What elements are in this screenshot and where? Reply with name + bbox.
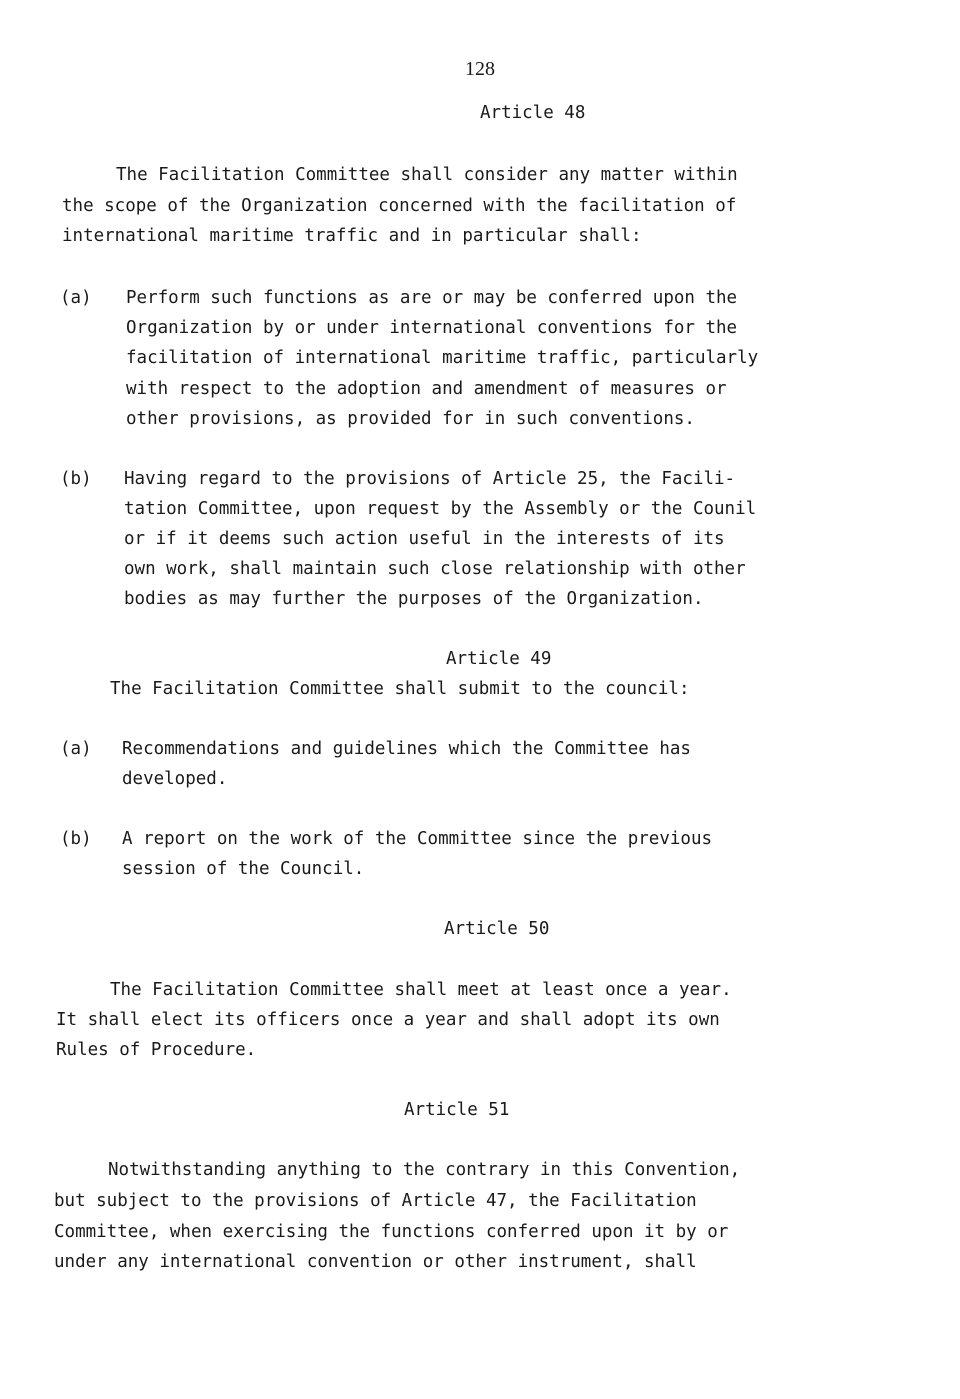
article-49-intro: The Facilitation Committee shall submit to the council: (110, 679, 690, 699)
text-line: the scope of the Organization concerned with the facilitation of (62, 196, 737, 216)
article-50-heading: Article 50 (444, 919, 550, 939)
text-line: The Facilitation Committee shall meet at least once a year. (110, 980, 732, 1000)
text-line: Rules of Procedure. (56, 1040, 257, 1060)
page-number: 128 (465, 58, 495, 80)
item-label: (b) (60, 829, 92, 849)
text-line: A report on the work of the Committee since the previous (122, 829, 713, 849)
text-line: bodies as may further the purposes of the Organization. (124, 589, 704, 609)
text-line: facilitation of international maritime traffic, particularly (126, 348, 759, 368)
text-line: The Facilitation Committee shall consider any matter within (116, 165, 738, 185)
text-line: or if it deems such action useful in the interests of its (124, 529, 725, 549)
text-line: under any international convention or other instrument, shall (54, 1252, 697, 1272)
article-48-heading: Article 48 (480, 103, 586, 123)
text-line: Perform such functions as are or may be conferred upon the (126, 288, 738, 308)
text-line: own work, shall maintain such close relationship with other (124, 559, 746, 579)
text-line: session of the Council. (122, 859, 365, 879)
text-line: It shall elect its officers once a year and shall adopt its own (56, 1010, 720, 1030)
article-51-heading: Article 51 (404, 1100, 510, 1120)
item-label: (a) (60, 739, 92, 759)
text-line: Committee, when exercising the functions conferred upon it by or (54, 1222, 729, 1242)
article-49-heading: Article 49 (446, 649, 552, 669)
text-line: with respect to the adoption and amendment of measures or (126, 379, 727, 399)
text-line: other provisions, as provided for in such conventions. (126, 409, 695, 429)
text-line: but subject to the provisions of Article 47, the Facilitation (54, 1191, 697, 1211)
text-line: international maritime traffic and in particular shall: (62, 226, 642, 246)
text-line: tation Committee, upon request by the Assembly or the Counil (124, 499, 757, 519)
text-line: Having regard to the provisions of Article 25, the Facili- (124, 469, 736, 489)
item-label: (a) (60, 288, 92, 308)
text-line: Notwithstanding anything to the contrary in this Convention, (108, 1160, 741, 1180)
item-label: (b) (60, 469, 92, 489)
text-line: developed. (122, 769, 228, 789)
text-line: Recommendations and guidelines which the Committee has (122, 739, 691, 759)
text-line: Organization by or under international conventions for the (126, 318, 738, 338)
